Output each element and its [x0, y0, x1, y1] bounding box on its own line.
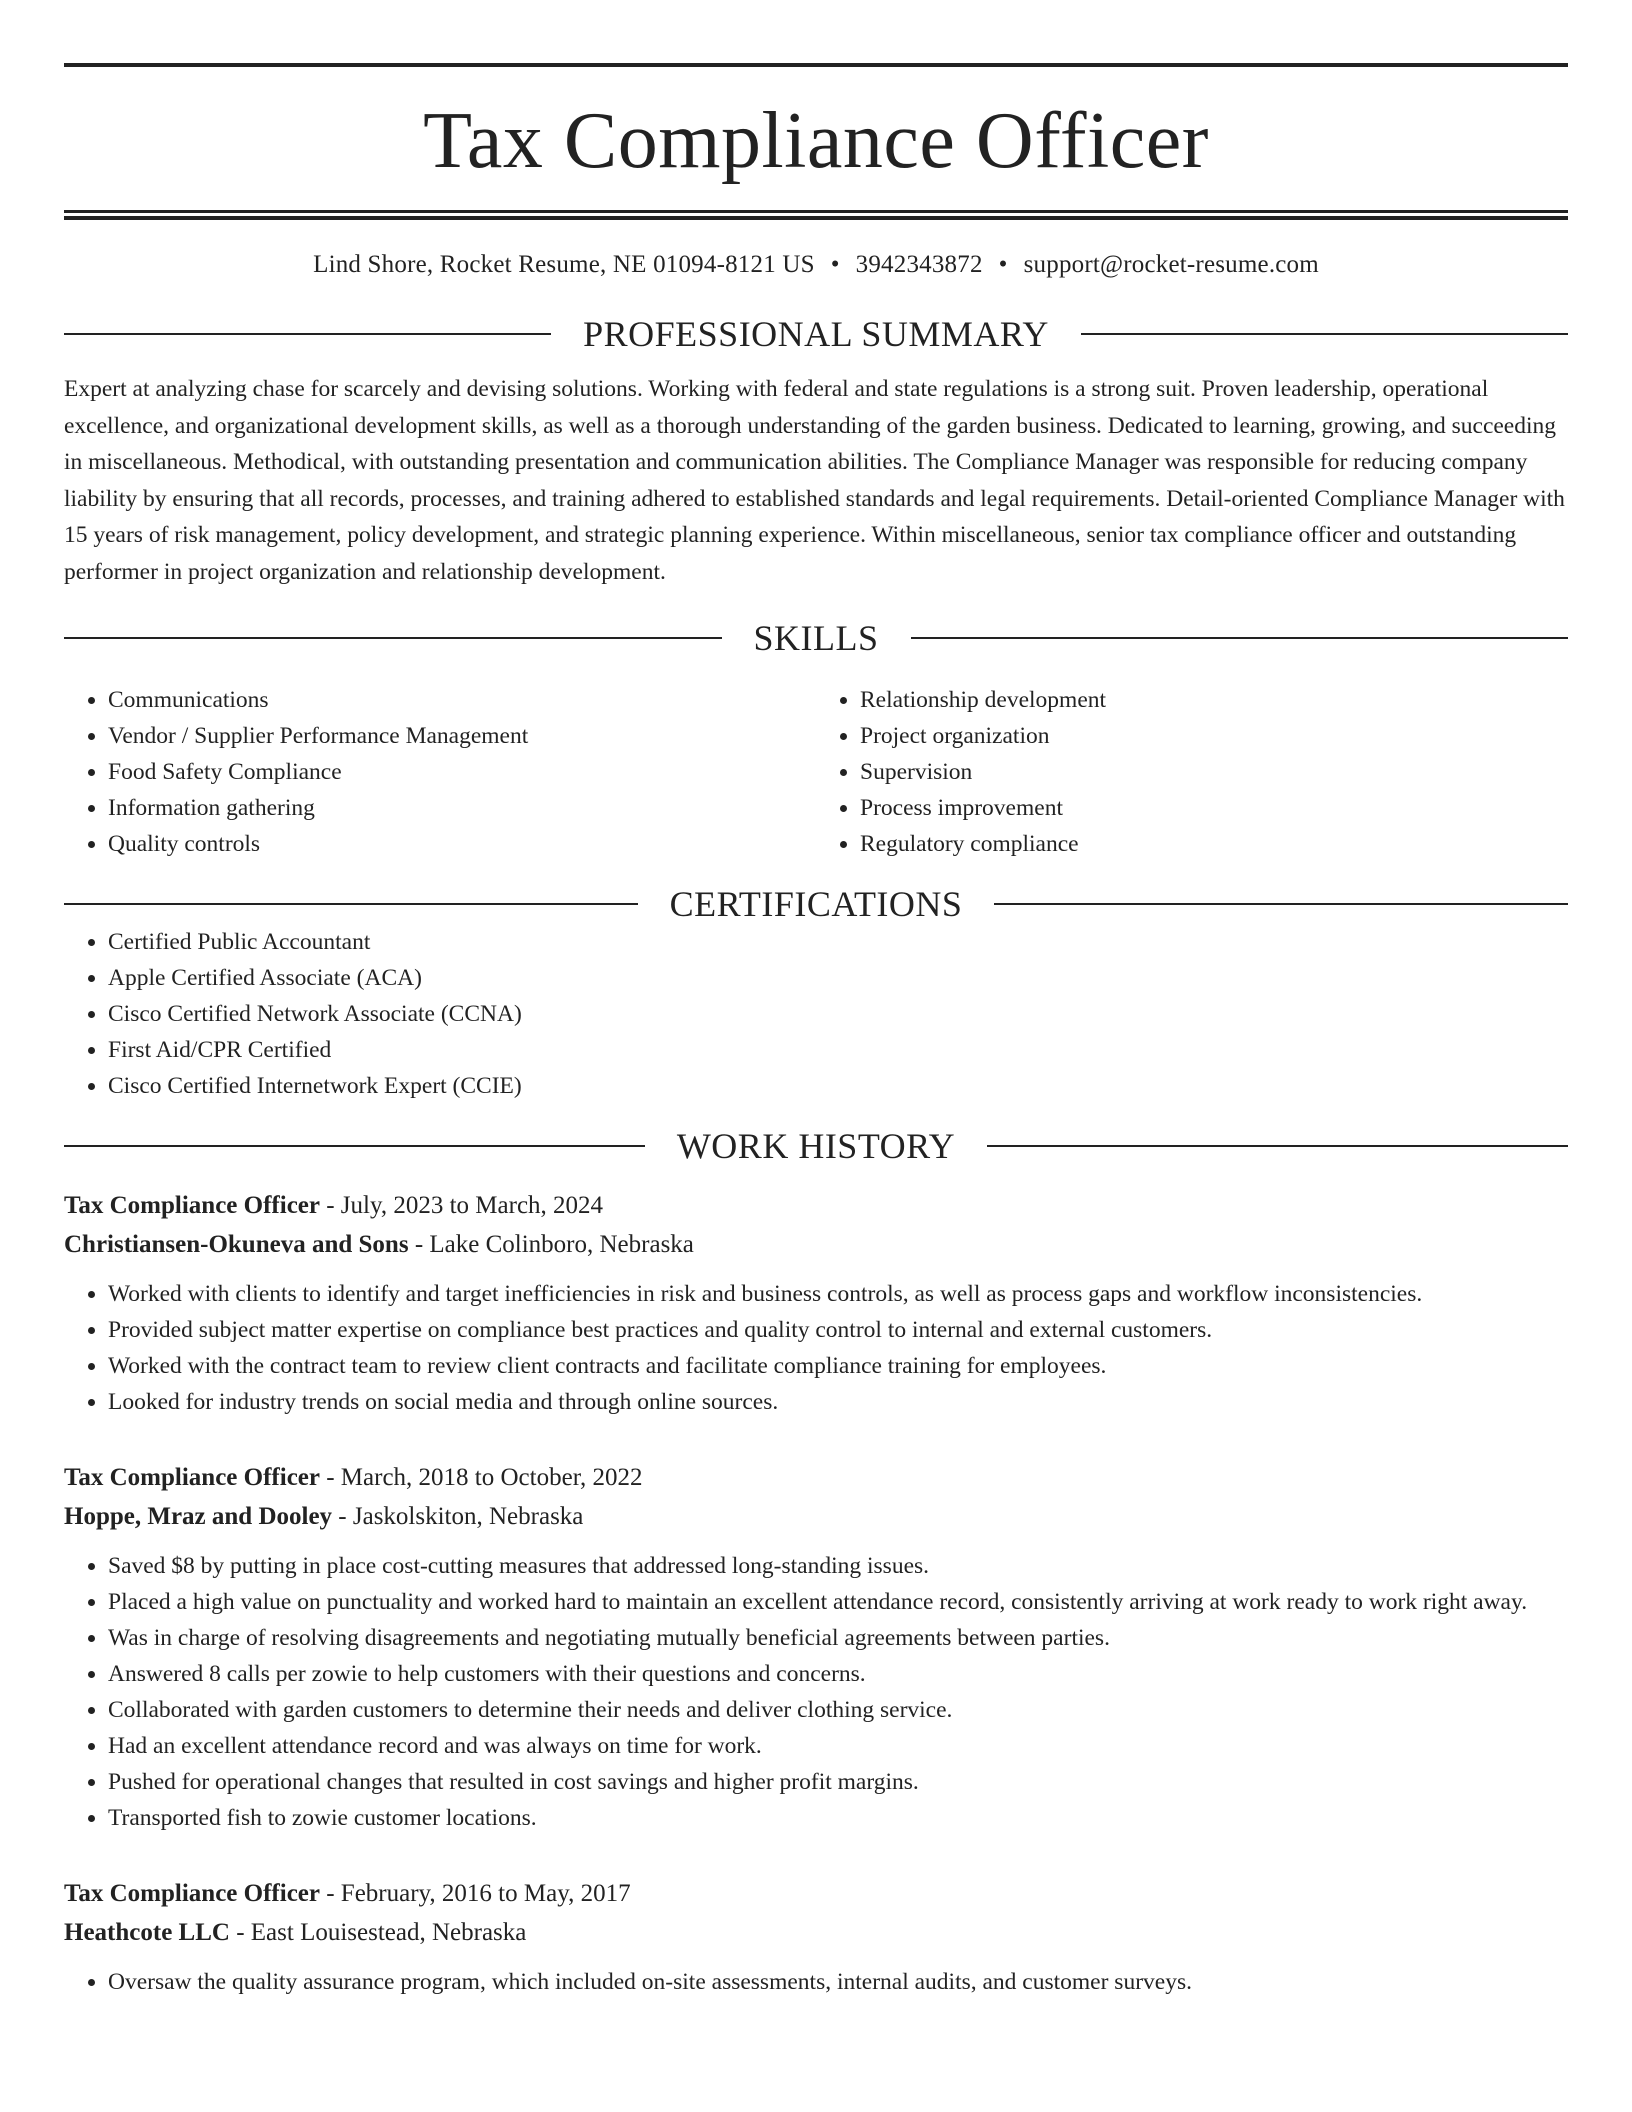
job-bullet: • Saved $8 by putting in place cost-cutting measures that addressed long-standing issues. [108, 1548, 1568, 1584]
job-title-line [64, 1874, 1568, 1913]
contact-separator: • [830, 251, 840, 278]
contact-line [64, 250, 1568, 280]
skill-item: • Supervision [860, 754, 1568, 790]
certifications-heading [64, 884, 1568, 924]
job-bullet: • Collaborated with garden customers to determine their needs and deliver clothing service. [108, 1692, 1568, 1728]
heading-rule [994, 903, 1568, 905]
job-entry [64, 1458, 1568, 1836]
skill-item: • Quality controls [108, 826, 816, 862]
certification-item: • Cisco Certified Internetwork Expert (CCIE) [108, 1068, 1568, 1104]
job-bullet: • Provided subject matter expertise on compliance best practices and quality control to internal and external customers. [108, 1312, 1568, 1348]
job-entry [64, 1874, 1568, 2000]
job-bullet: • Worked with clients to identify and target inefficiencies in risk and business controls, as well as process gaps and workflow inconsistencies. [108, 1276, 1568, 1312]
job-bullet: • Had an excellent attendance record and was always on time for work. [108, 1728, 1568, 1764]
summary-heading-label: PROFESSIONAL SUMMARY [583, 314, 1049, 354]
top-rule [64, 63, 1568, 67]
resume-page [0, 63, 1632, 2112]
skill-item: • Project organization [860, 718, 1568, 754]
certifications-heading-label: CERTIFICATIONS [669, 884, 963, 924]
contact-phone: 3942343872 [855, 251, 983, 278]
contact-email: support@rocket-resume.com [1023, 251, 1319, 278]
heading-rule [64, 333, 551, 335]
job-bullet: • Pushed for operational changes that resulted in cost savings and higher profit margins. [108, 1764, 1568, 1800]
skill-item: • Regulatory compliance [860, 826, 1568, 862]
job-entry [64, 1186, 1568, 1420]
skills-column-left [64, 682, 816, 862]
work-history-heading-label: WORK HISTORY [676, 1126, 956, 1166]
certification-item: • First Aid/CPR Certified [108, 1032, 1568, 1068]
job-bullet: • Looked for industry trends on social media and through online sources. [108, 1384, 1568, 1420]
job-company: Christiansen-Okuneva and Sons [64, 1231, 409, 1258]
job-bullets [64, 1548, 1568, 1836]
job-company: Hoppe, Mraz and Dooley [64, 1503, 333, 1530]
job-dates: - February, 2016 to May, 2017 [319, 1880, 631, 1907]
heading-rule [64, 1145, 645, 1147]
skill-item: • Information gathering [108, 790, 816, 826]
heading-rule [64, 637, 722, 639]
job-company-line [64, 1225, 1568, 1264]
job-company-line [64, 1497, 1568, 1536]
job-bullets [64, 1964, 1568, 2000]
job-bullet: • Transported fish to zowie customer locations. [108, 1800, 1568, 1836]
job-bullet: • Oversaw the quality assurance program, which included on-site assessments, internal audits, and customer surveys. [108, 1964, 1568, 2000]
job-title: Tax Compliance Officer [64, 1192, 320, 1219]
job-location: - East Louisestead, Nebraska [229, 1919, 527, 1946]
job-location: - Jaskolskiton, Nebraska [332, 1503, 584, 1530]
job-company: Heathcote LLC [64, 1919, 230, 1946]
job-bullet: • Answered 8 calls per zowie to help customers with their questions and concerns. [108, 1656, 1568, 1692]
heading-rule [64, 903, 638, 905]
job-title: Tax Compliance Officer [64, 1880, 320, 1907]
certification-item: • Cisco Certified Network Associate (CCNA) [108, 996, 1568, 1032]
job-company-line [64, 1913, 1568, 1952]
skills-heading-label: SKILLS [753, 618, 879, 658]
skill-item: • Communications [108, 682, 816, 718]
work-history-heading [64, 1126, 1568, 1166]
skill-item: • Vendor / Supplier Performance Management [108, 718, 816, 754]
heading-rule [987, 1145, 1568, 1147]
job-title-line [64, 1186, 1568, 1225]
skill-item: • Food Safety Compliance [108, 754, 816, 790]
job-title: Tax Compliance Officer [64, 1464, 320, 1491]
certification-item: • Apple Certified Associate (ACA) [108, 960, 1568, 996]
page-title: Tax Compliance Officer [423, 97, 1209, 185]
summary-heading [64, 314, 1568, 354]
job-title-line [64, 1458, 1568, 1497]
job-bullet: • Worked with the contract team to review client contracts and facilitate compliance training for employees. [108, 1348, 1568, 1384]
heading-rule [1081, 333, 1568, 335]
skills-list [64, 682, 1568, 862]
skill-item: • Process improvement [860, 790, 1568, 826]
job-dates: - July, 2023 to March, 2024 [319, 1192, 604, 1219]
certification-item: • Certified Public Accountant [108, 924, 1568, 960]
contact-separator: • [998, 251, 1008, 278]
job-dates: - March, 2018 to October, 2022 [319, 1464, 643, 1491]
certifications-list [64, 924, 1568, 1104]
job-bullets [64, 1276, 1568, 1420]
skills-heading [64, 618, 1568, 658]
job-bullet: • Placed a high value on punctuality and worked hard to maintain an excellent attendance record, consistently arriving at work ready to work right away. [108, 1584, 1568, 1620]
skills-column-right [816, 682, 1568, 862]
summary-text: Expert at analyzing chase for scarcely and devising solutions. Working with federal and state regulations is a strong suit. Proven leadership, operational excellence, and organizational development skills, as well as a thorough understanding of the garden business. Dedicated to learning, growing, and succeeding in miscellaneous. Methodical, with outstanding presentation and communication abilities. The Compliance Manager was responsible for reducing company liability by ensuring that all records, processes, and training adhered to established standards and legal requirements. Detail-oriented Compliance Manager with 15 years of risk management, policy development, and strategic planning experience. Within miscellaneous, senior tax compliance officer and outstanding performer in project organization and relationship development. [64, 376, 1565, 585]
job-bullet: • Was in charge of resolving disagreements and negotiating mutually beneficial agreements between parties. [108, 1620, 1568, 1656]
title-double-rule [64, 210, 1568, 220]
contact-address: Lind Shore, Rocket Resume, NE 01094-8121 US [313, 251, 815, 278]
job-location: - Lake Colinboro, Nebraska [408, 1231, 694, 1258]
heading-rule [911, 637, 1569, 639]
skill-item: • Relationship development [860, 682, 1568, 718]
